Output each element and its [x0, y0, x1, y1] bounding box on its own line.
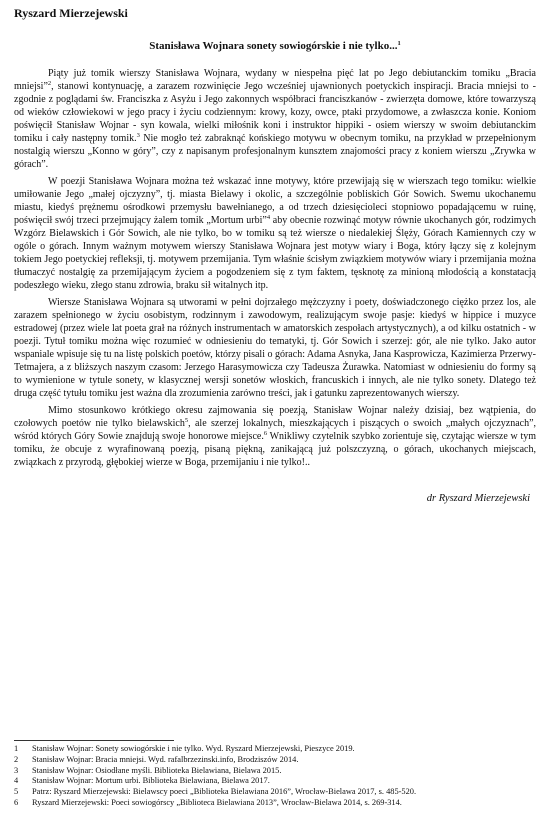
footnote-number: 1: [14, 744, 19, 753]
footnote-item: [14, 744, 536, 755]
paragraph-text: Mimo stosunkowo krótkiego okresu zajmowania się poezją, Stanisław Wojnar należy dzisiaj, bez wątpienia, do czołowych poetów nie tylko bielawskich: [14, 405, 536, 429]
footnote-text: Stanisław Wojnar: Sonety sowiogórskie i nie tylko. Wyd. Ryszard Mierzejewski, Pieszyce 2019.: [32, 744, 355, 753]
footnote-ref: 5: [184, 417, 189, 424]
paragraph-p1: [14, 67, 536, 171]
paragraph-p4: [14, 404, 536, 469]
footnote-number: 5: [14, 787, 19, 797]
footnote-ref: 4: [266, 214, 271, 221]
footnote-number: 2: [14, 754, 19, 764]
title-text: Stanisława Wojnara sonety sowiogórskie i nie tylko...: [149, 40, 398, 52]
paragraph-text: Piąty już tomik wierszy Stanisława Wojnara, wydany w niespełna pięć lat po Jego debiutanckim tomiku „Bracia mniejsi”: [14, 68, 536, 92]
footnote-divider: [14, 740, 174, 741]
paragraph-text: Wiersze Stanisława Wojnara są utworami w pełni dojrzałego mężczyzny i poety, doświadczonego ciężko przez los, ale zarazem spełnionego w życiu osobistym, rodzinnym i zawodowym, realizującym swoje pasje: kiedyś w hippice i muzyce estradowej (przez wiele lat poeta grał na różnych instrumentach w amatorskich zespołach artystycznych), a od kilku ostatnich - w poezji. Tytuł tomiku można więc rozumieć w odniesieniu do tematyki, tj. Gór Sowich i szerzej: gór, ale nie tylko. Jako autor wspaniale wpisuje się tu na listę polskich poetów, którzy pisali o górach: Adama Asnyka, Jana Kasprowicza, Kazimierza Przerwy-Tetmajera, a z bliższych naszym czasom: Jerzego Harasymowicza czy Tadeusza Żurawka. Natomiast w odniesieniu do formy są to wymienione w tytule sonety, w klasycznej wersji sonetów włoskich, francuskich i innych, ale nie tylko sonety. Dlatego też druga część tytułu tomiku jest ważna dla zrozumienia zarówno treści, jak i gatunku zaprezentowanych wierszy.: [14, 297, 536, 399]
paragraph-text: , ale szerzej lokalnych, mieszkających i piszących o swoich „małych ojczyznach”, wśród których Góry Sowie znajdują swoje honorowe miejsce.: [14, 418, 537, 442]
footnote-item: [14, 798, 536, 809]
paragraph-text: aby obecnie rozwinąć motyw równie ukochanych gór, rodzimych Wzgórz Bielawskich i Gór Sowich, ale nie tylko, bo w tomiku są też wiersze o niedalekiej Ślęży, Górach Kamiennych czy w ogóle o górach. Innym ważnym motywem wierszy Stanisława Wojnara jest motyw wiary i Boga, który łączy się z kolejnym tokiem Jego poetyckiej refleksji, tj. motywem przemijania. Tym właśnie ścisłym związkiem motywów wiary i przemijania można tłumaczyć nostalgię za przemijającym życiem a pogodzeniem się z tym faktem, tęsknotę za minioną młodością a konstatacją podeszłego wieku, złego stanu zdrowia, braku sił witalnych itp.: [14, 215, 537, 291]
footnote-number: 4: [14, 776, 19, 786]
paragraph-p2: [14, 175, 536, 292]
footnote-number: 6: [14, 797, 19, 807]
paragraph-p3: [14, 296, 536, 400]
footnote-item: [14, 776, 536, 787]
paragraph-text: Nie mogło też zabraknąć końskiego motywu w obecnym tomiku, na przykład w przepełnionym nostalgią wierszu „Konno w góry”, czy z napisanym profesjonalnym kunsztem znajomości pracy z koniem wierszu „Zrywka w górach”.: [14, 133, 536, 170]
footnote-text: Stanisław Wojnar: Mortum urbi. Biblioteka Bielawiana, Bielawa 2017.: [32, 776, 270, 786]
footnote-text: Ryszard Mierzejewski: Poeci sowiogórscy „Biblioteca Bielawiana 2013”, Wrocław-Bielawa 2014, s. 269-314.: [32, 797, 402, 807]
footnote-number: 3: [14, 765, 19, 775]
author-heading: Ryszard Mierzejewski: [14, 6, 128, 20]
title-footnote-ref: 1: [397, 40, 401, 47]
footnote-text: Patrz: Ryszard Mierzejewski: Bielawscy poeci „Biblioteka Bielawiana 2016”, Wrocław-Bielawa 2017, s. 485-520.: [32, 787, 417, 797]
footnotes: [14, 744, 536, 809]
article-body: [14, 67, 536, 469]
footnote-item: [14, 787, 536, 798]
paragraph-text: , stanowi kontynuację, a zarazem rozwinięcie Jego wcześniej ujawnionych poetyckich inspiracji. Bracia mniejsi to - zgodnie z poglądami św. Franciszka z Asyżu i Jego zakonnych współbraci franciszkanów - zwierzęta domowe, które towarzyszą od wieków człowiekowi w jego pracy i życiu codziennym: krowy, kozy, owce, ptaki przydomowe, a zwłaszcza konie. Koniom poświęcił Stanisław Wojnar - syn kowala, wielki miłośnik koni i instruktor hippiki - osiem wierszy w swoim debiutanckim tomiku i cały następny tomik.: [14, 81, 536, 144]
footnote-ref: 3: [136, 132, 140, 139]
footnote-item: [14, 766, 536, 777]
article-title: [14, 39, 536, 53]
footnote-text: Stanisław Wojnar: Osiodłane myśli. Biblioteka Bielawiana, Bielawa 2015.: [32, 765, 282, 775]
paragraph-text: W poezji Stanisława Wojnara można też wskazać inne motywy, które przewijają się w wierszach tego tomiku: wielkie umiłowanie Jego „małej ojczyzny”, tj. miasta Bielawy i okolic, a szczególnie pobliskich Gór Sowich. Swemu ukochanemu miastu, kiedyś prężnemu ośrodkowi przemysłu bawełnianego, a od trzech dziesięcioleci stopniowo popadającemu w ruinę, poświęcił swój trzeci przejmujący żalem tomik „Mortum urbi”: [14, 176, 536, 226]
footnote-ref: 6: [263, 430, 268, 437]
paragraph-text: Wnikliwy czytelnik szybko zorientuje się, czytając wiersze w tym tomiku, że obcuje z wyrafinowaną poezją, pisaną piękną, zanikającą już polszczyzną, o górach, ukochanych miejscach, związkach z przyrodą, głębokiej wierze w Boga, przemijaniu i nie tylko!..: [14, 431, 537, 468]
footnote-item: [14, 755, 536, 766]
footnote-ref: 2: [47, 80, 52, 87]
signature: dr Ryszard Mierzejewski: [426, 493, 530, 504]
footnote-text: Stanisław Wojnar: Bracia mniejsi. Wyd. rafalbrzezinski.info, Brodziszów 2014.: [32, 754, 299, 764]
